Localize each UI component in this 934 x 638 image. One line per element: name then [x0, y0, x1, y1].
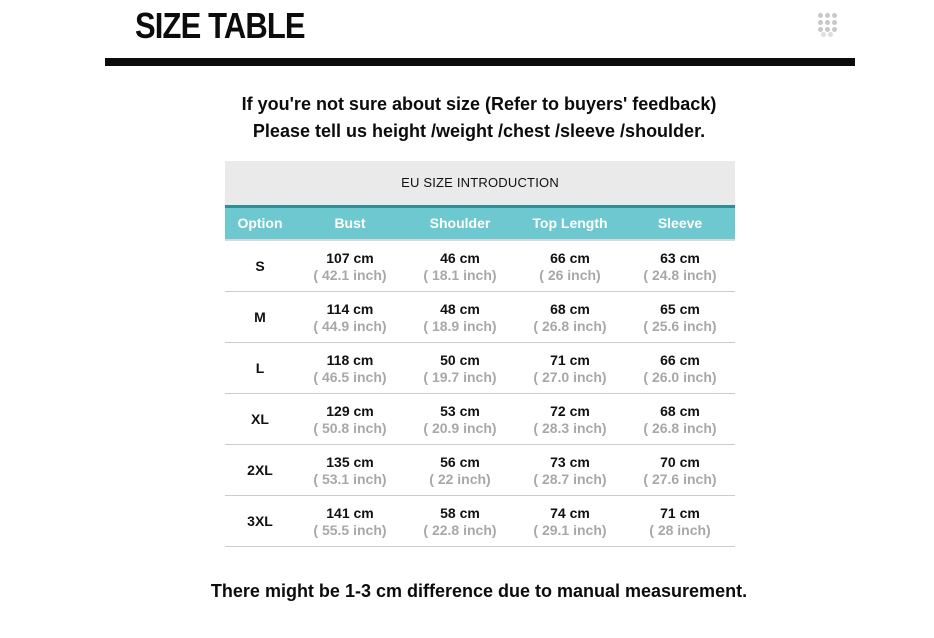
inch-value: ( 27.0 inch)	[533, 369, 607, 385]
cm-value: 70 cm	[660, 454, 700, 470]
cm-value: 118 cm	[326, 352, 374, 368]
cm-value: 71 cm	[550, 352, 590, 368]
intro-line-1: If you're not sure about size (Refer to buyers' feedback)	[241, 94, 717, 114]
cm-value: 72 cm	[550, 403, 590, 419]
table-row	[225, 241, 735, 292]
shoulder-cell	[405, 445, 515, 495]
grid-dots-icon	[818, 13, 842, 37]
cm-value: 129 cm	[326, 403, 374, 419]
sleeve-cell	[625, 445, 735, 495]
inch-value: ( 29.1 inch)	[533, 522, 607, 538]
cm-value: 68 cm	[660, 403, 700, 419]
shoulder-cell	[405, 343, 515, 393]
inch-value: ( 42.1 inch)	[313, 267, 387, 283]
inch-value: ( 19.7 inch)	[423, 369, 497, 385]
top-length-cell	[515, 292, 625, 342]
table-row	[225, 292, 735, 343]
sleeve-cell	[625, 496, 735, 546]
size-option: XL	[251, 411, 269, 427]
inch-value: ( 25.6 inch)	[643, 318, 717, 334]
shoulder-cell	[405, 292, 515, 342]
table-caption: EU SIZE INTRODUCTION	[225, 161, 735, 205]
bust-cell	[295, 496, 405, 546]
shoulder-cell	[405, 394, 515, 444]
inch-value: ( 28.7 inch)	[533, 471, 607, 487]
inch-value: ( 26.0 inch)	[643, 369, 717, 385]
top-length-cell	[515, 394, 625, 444]
bust-cell	[295, 394, 405, 444]
inch-value: ( 22 inch)	[429, 471, 491, 487]
inch-value: ( 27.6 inch)	[643, 471, 717, 487]
bust-cell	[295, 292, 405, 342]
cm-value: 66 cm	[660, 352, 700, 368]
cm-value: 50 cm	[440, 352, 480, 368]
table-row	[225, 343, 735, 394]
sleeve-cell	[625, 292, 735, 342]
cm-value: 74 cm	[550, 505, 590, 521]
table-row	[225, 496, 735, 547]
column-header-sleeve: Sleeve	[657, 215, 703, 231]
cm-value: 56 cm	[440, 454, 480, 470]
column-header-option: Option	[237, 215, 283, 231]
inch-value: ( 26.8 inch)	[643, 420, 717, 436]
shoulder-cell	[405, 241, 515, 291]
cm-value: 65 cm	[660, 301, 700, 317]
top-length-cell	[515, 343, 625, 393]
table-row	[225, 445, 735, 496]
page-title: SIZE TABLE	[135, 5, 305, 46]
cm-value: 66 cm	[550, 250, 590, 266]
table-header-row	[225, 208, 735, 241]
cm-value: 68 cm	[550, 301, 590, 317]
intro-line-2: Please tell us height /weight /chest /sleeve /shoulder.	[252, 121, 706, 141]
cm-value: 48 cm	[440, 301, 480, 317]
cm-value: 71 cm	[660, 505, 700, 521]
inch-value: ( 18.9 inch)	[423, 318, 497, 334]
size-option: 2XL	[247, 462, 273, 478]
cm-value: 107 cm	[326, 250, 374, 266]
column-header-top-length: Top Length	[532, 215, 608, 231]
cm-value: 63 cm	[660, 250, 700, 266]
inch-value: ( 28.3 inch)	[533, 420, 607, 436]
inch-value: ( 26.8 inch)	[533, 318, 607, 334]
size-option: 3XL	[247, 513, 273, 529]
sleeve-cell	[625, 343, 735, 393]
inch-value: ( 22.8 inch)	[423, 522, 497, 538]
cm-value: 46 cm	[440, 250, 480, 266]
top-length-cell	[515, 241, 625, 291]
title-divider	[105, 58, 855, 66]
size-option: M	[254, 309, 266, 325]
cm-value: 141 cm	[326, 505, 374, 521]
inch-value: ( 26 inch)	[539, 267, 601, 283]
column-header-shoulder: Shoulder	[429, 215, 491, 231]
bust-cell	[295, 343, 405, 393]
top-length-cell	[515, 496, 625, 546]
cm-value: 58 cm	[440, 505, 480, 521]
bust-cell	[295, 241, 405, 291]
inch-value: ( 46.5 inch)	[313, 369, 387, 385]
measurement-footnote: There might be 1-3 cm difference due to manual measurement.	[210, 581, 748, 601]
inch-value: ( 18.1 inch)	[423, 267, 497, 283]
shoulder-cell	[405, 496, 515, 546]
table-row	[225, 394, 735, 445]
sleeve-cell	[625, 394, 735, 444]
inch-value: ( 44.9 inch)	[313, 318, 387, 334]
inch-value: ( 24.8 inch)	[643, 267, 717, 283]
cm-value: 135 cm	[326, 454, 374, 470]
column-header-bust: Bust	[334, 215, 366, 231]
size-option: S	[255, 258, 265, 274]
inch-value: ( 50.8 inch)	[313, 420, 387, 436]
inch-value: ( 20.9 inch)	[423, 420, 497, 436]
bust-cell	[295, 445, 405, 495]
cm-value: 53 cm	[440, 403, 480, 419]
inch-value: ( 28 inch)	[649, 522, 711, 538]
cm-value: 73 cm	[550, 454, 590, 470]
sleeve-cell	[625, 241, 735, 291]
size-table	[225, 161, 735, 547]
cm-value: 114 cm	[326, 301, 374, 317]
inch-value: ( 55.5 inch)	[313, 522, 387, 538]
inch-value: ( 53.1 inch)	[313, 471, 387, 487]
top-length-cell	[515, 445, 625, 495]
size-option: L	[255, 360, 265, 376]
